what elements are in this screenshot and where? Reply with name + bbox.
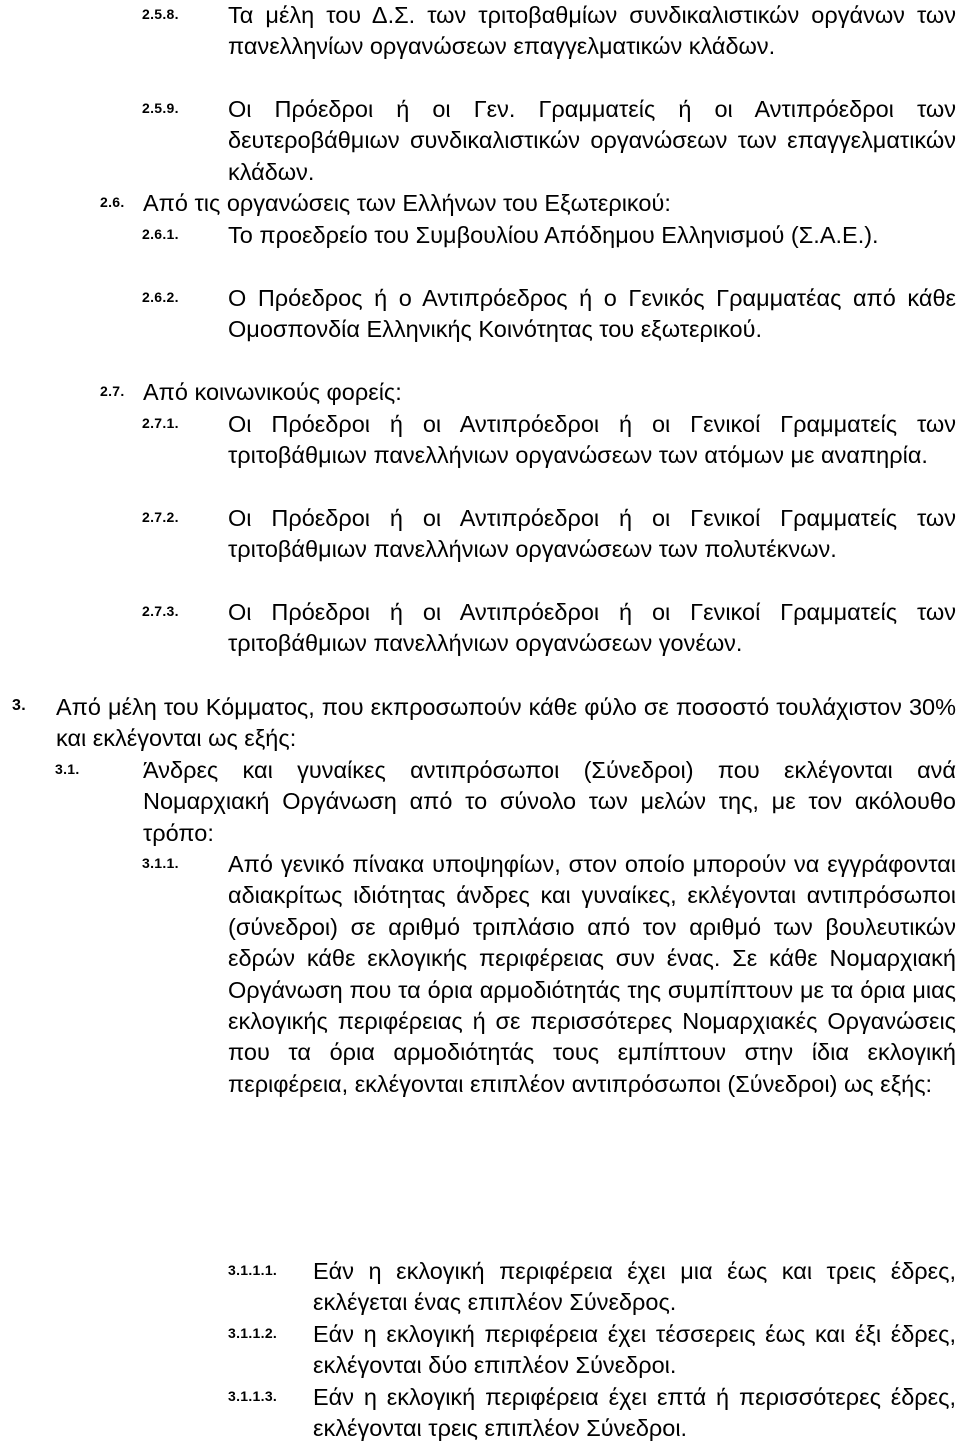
item-number: 2.7.3.	[142, 603, 179, 619]
item-text: Ο Πρόεδρος ή ο Αντιπρόεδρος ή ο Γενικός Γραμματέας από κάθε Ομοσπονδία Ελληνικής Κοινότητας του εξωτερικού.	[228, 285, 956, 343]
list-item	[228, 1382, 956, 1445]
item-number: 3.	[12, 697, 26, 714]
item-text: Το προεδρείο του Συμβουλίου Απόδημου Ελληνισμού (Σ.Α.Ε.).	[228, 222, 879, 248]
item-number: 2.7.2.	[142, 509, 179, 525]
list-item	[142, 94, 956, 188]
list-item	[100, 188, 956, 219]
item-text: Από γενικό πίνακα υποψηφίων, στον οποίο μπορούν να εγγράφονται αδιακρίτως ιδιότητας άνδρες και γυναίκες, εκλέγονται αντιπρόσωποι (σύνεδροι) σε αριθμό τριπλάσιο από τον αριθμό των βουλευτικών εδρών κάθε εκλογικής περιφέρειας συν ένας. Σε κάθε Νομαρχιακή Οργάνωση που τα όρια αρμοδιότητάς της συμπίπτουν με τα όρια μιας εκλογικής περιφέρειας ή σε περισσότερες Νομαρχιακές Οργανώσεις που τα όρια αρμοδιότητάς τους εμπίπτουν στην ίδια εκλογική περιφέρεια, εκλέγονται επιπλέον αντιπρόσωποι (Σύνεδροι) ως εξής:	[228, 851, 956, 1097]
item-number: 2.6.2.	[142, 289, 179, 305]
list-item	[142, 597, 956, 660]
item-text: Εάν η εκλογική περιφέρεια έχει επτά ή περισσότερες έδρες, εκλέγονται τρεις επιπλέον Σύνεδροι.	[313, 1384, 956, 1442]
list-item	[142, 220, 956, 251]
item-text: Από κοινωνικούς φορείς:	[143, 379, 402, 405]
list-item	[55, 755, 956, 849]
item-text: Τα μέλη του Δ.Σ. των τριτοβαθμίων συνδικαλιστικών οργάνων των πανελληνίων οργανώσεων επαγγελματικών κλάδων.	[228, 2, 956, 60]
list-item	[100, 377, 956, 408]
item-text: Άνδρες και γυναίκες αντιπρόσωποι (Σύνεδροι) που εκλέγονται ανά Νομαρχιακή Οργάνωση από το σύνολο των μελών της, με τον ακόλουθο τρόπο:	[143, 757, 956, 846]
item-number: 2.7.1.	[142, 415, 179, 431]
list-item	[142, 0, 956, 63]
item-number: 2.6.1.	[142, 226, 179, 242]
list-item	[142, 283, 956, 346]
item-text: Από μέλη του Κόμματος, που εκπροσωπούν κάθε φύλο σε ποσοστό τουλάχιστον 30% και εκλέγονται ως εξής:	[56, 694, 956, 752]
item-text: Οι Πρόεδροι ή οι Γεν. Γραμματείς ή οι Αντιπρόεδροι των δευτεροβάθμιων συνδικαλιστικών οργανώσεων των επαγγελματικών κλάδων.	[228, 96, 956, 185]
item-text: Οι Πρόεδροι ή οι Αντιπρόεδροι ή οι Γενικοί Γραμματείς των τριτοβάθμιων πανελλήνιων οργανώσεων των ατόμων με αναπηρία.	[228, 411, 956, 469]
item-text: Εάν η εκλογική περιφέρεια έχει τέσσερεις έως και έξι έδρες, εκλέγονται δύο επιπλέον Σύνεδροι.	[313, 1321, 956, 1379]
item-number: 2.7.	[100, 383, 125, 399]
item-text: Οι Πρόεδροι ή οι Αντιπρόεδροι ή οι Γενικοί Γραμματείς των τριτοβάθμιων πανελλήνιων οργανώσεων γονέων.	[228, 599, 956, 657]
item-number: 2.6.	[100, 194, 125, 210]
item-text: Εάν η εκλογική περιφέρεια έχει μια έως και τρεις έδρες, εκλέγεται ένας επιπλέον Σύνεδρος.	[313, 1258, 956, 1316]
item-number: 3.1.1.	[142, 855, 179, 871]
item-number: 2.5.9.	[142, 100, 179, 116]
list-item	[228, 1319, 956, 1382]
item-number: 3.1.1.3.	[228, 1388, 278, 1404]
list-item	[0, 692, 956, 755]
item-number: 3.1.1.1.	[228, 1262, 278, 1278]
list-item	[228, 1256, 956, 1319]
item-number: 3.1.1.2.	[228, 1325, 278, 1341]
item-text: Από τις οργανώσεις των Ελλήνων του Εξωτερικού:	[143, 190, 671, 216]
list-item	[142, 849, 956, 1100]
item-number: 2.5.8.	[142, 6, 179, 22]
item-text: Οι Πρόεδροι ή οι Αντιπρόεδροι ή οι Γενικοί Γραμματείς των τριτοβάθμιων πανελλήνιων οργανώσεων των πολυτέκνων.	[228, 505, 956, 563]
list-item	[142, 409, 956, 472]
list-item	[142, 503, 956, 566]
item-number: 3.1.	[55, 761, 80, 777]
